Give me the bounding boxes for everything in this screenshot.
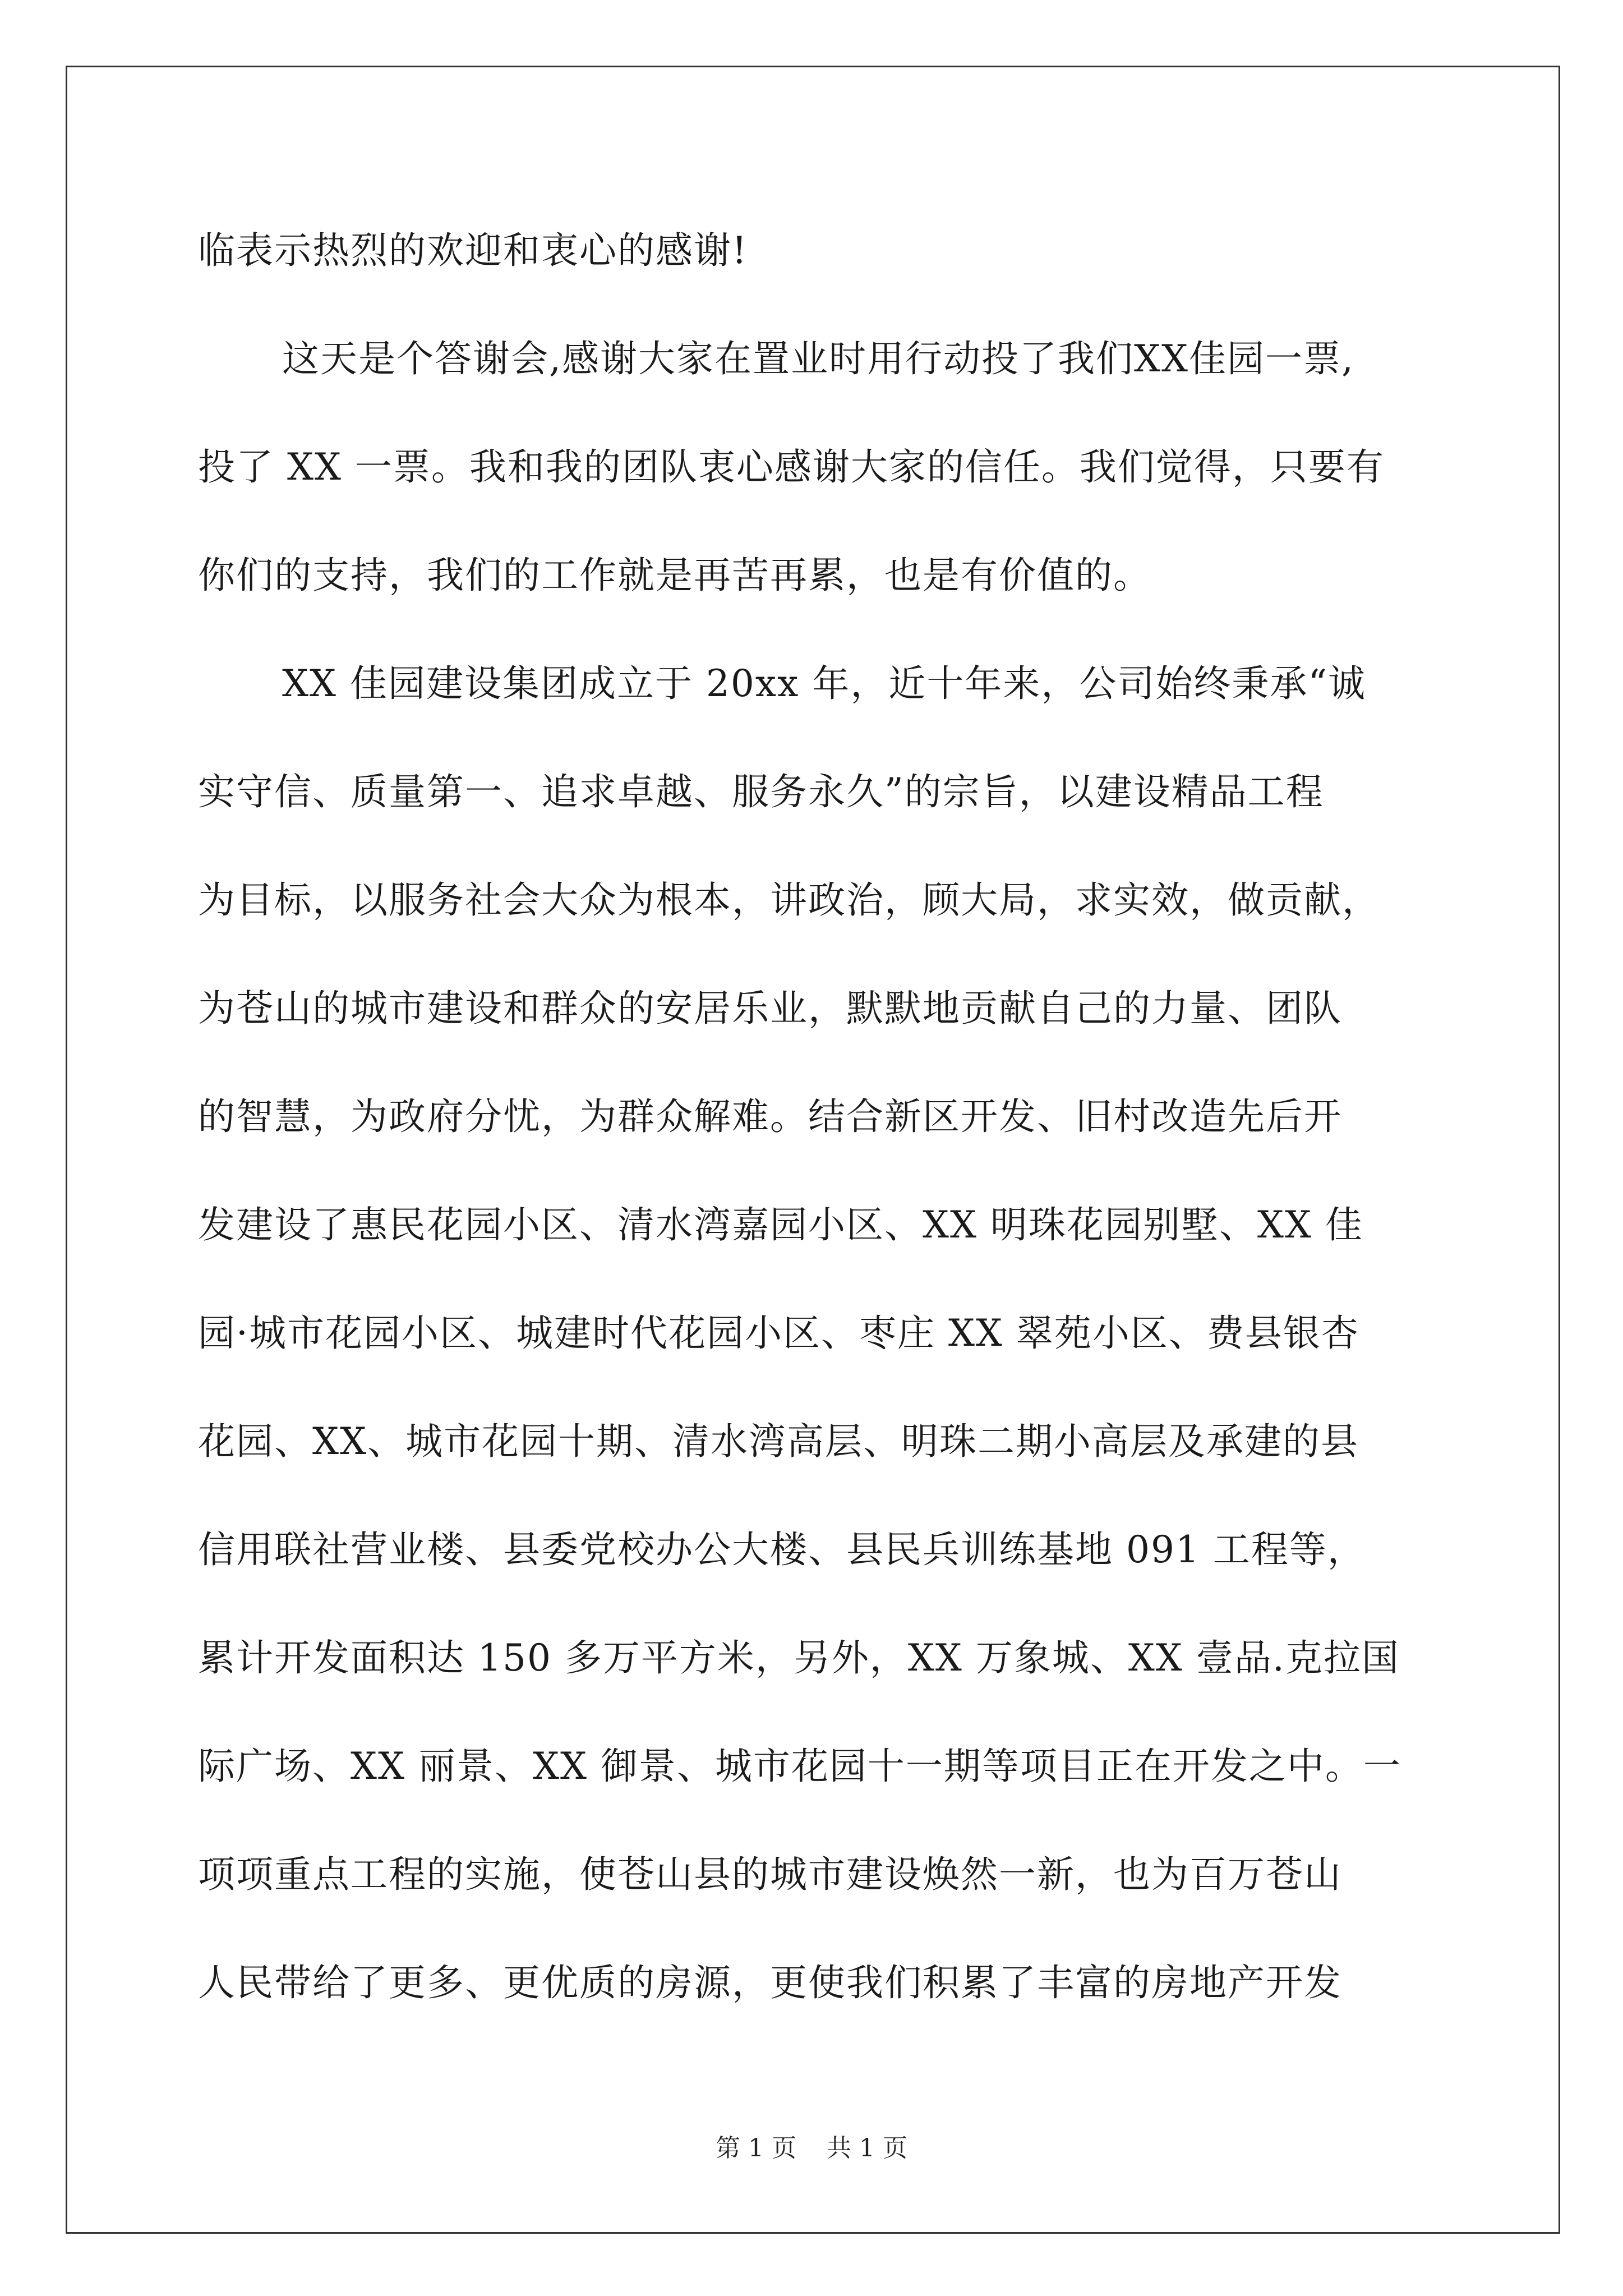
text-line: 投了 XX 一票。我和我的团队衷心感谢大家的信任。我们觉得，只要有: [198, 445, 1385, 489]
text-line: 园·城市花园小区、城建时代花园小区、枣庄 XX 翠苑小区、费县银杏: [198, 1312, 1359, 1355]
page-footer: [0, 2132, 1623, 2165]
text-line: 实守信、质量第一、追求卓越、服务永久”的宗旨，以建设精品工程: [198, 770, 1324, 813]
text-line: 花园、XX、城市花园十期、清水湾高层、明珠二期小高层及承建的县: [198, 1420, 1359, 1463]
text-line: 人民带给了更多、更优质的房源，更使我们积累了丰富的房地产开发: [198, 1961, 1342, 2004]
text-line: XX 佳园建设集团成立于 20xx 年，近十年来，公司始终秉承“诚: [282, 662, 1367, 705]
page-number: 第 1 页: [716, 2134, 796, 2162]
text-line: 这天是个答谢会,感谢大家在置业时用行动投了我们XX佳园一票,: [282, 337, 1354, 380]
text-line: 临表示热烈的欢迎和衷心的感谢!: [198, 229, 748, 272]
text-line: 的智慧，为政府分忧，为群众解难。结合新区开发、旧村改造先后开: [198, 1095, 1342, 1138]
text-line: 项项重点工程的实施，使苍山县的城市建设焕然一新，也为百万苍山: [198, 1853, 1342, 1896]
page-total: 共 1 页: [827, 2134, 907, 2162]
text-line: 累计开发面积达 150 多万平方米，另外，XX 万象城、XX 壹品.克拉国: [198, 1636, 1400, 1680]
text-line: 为目标，以服务社会大众为根本，讲政治，顾大局，求实效，做贡献，: [198, 878, 1380, 922]
text-line: 你们的支持，我们的工作就是再苦再累，也是有价值的。: [198, 554, 1151, 597]
text-line: 发建设了惠民花园小区、清水湾嘉园小区、XX 明珠花园别墅、XX 佳: [198, 1203, 1363, 1246]
document-body: [198, 196, 1510, 2037]
text-line: 际广场、XX 丽景、XX 御景、城市花园十一期等项目正在开发之中。一: [198, 1745, 1401, 1788]
text-line: 为苍山的城市建设和群众的安居乐业，默默地贡献自己的力量、团队: [198, 987, 1342, 1030]
text-line: 信用联社营业楼、县委党校办公大楼、县民兵训练基地 091 工程等，: [198, 1528, 1366, 1571]
